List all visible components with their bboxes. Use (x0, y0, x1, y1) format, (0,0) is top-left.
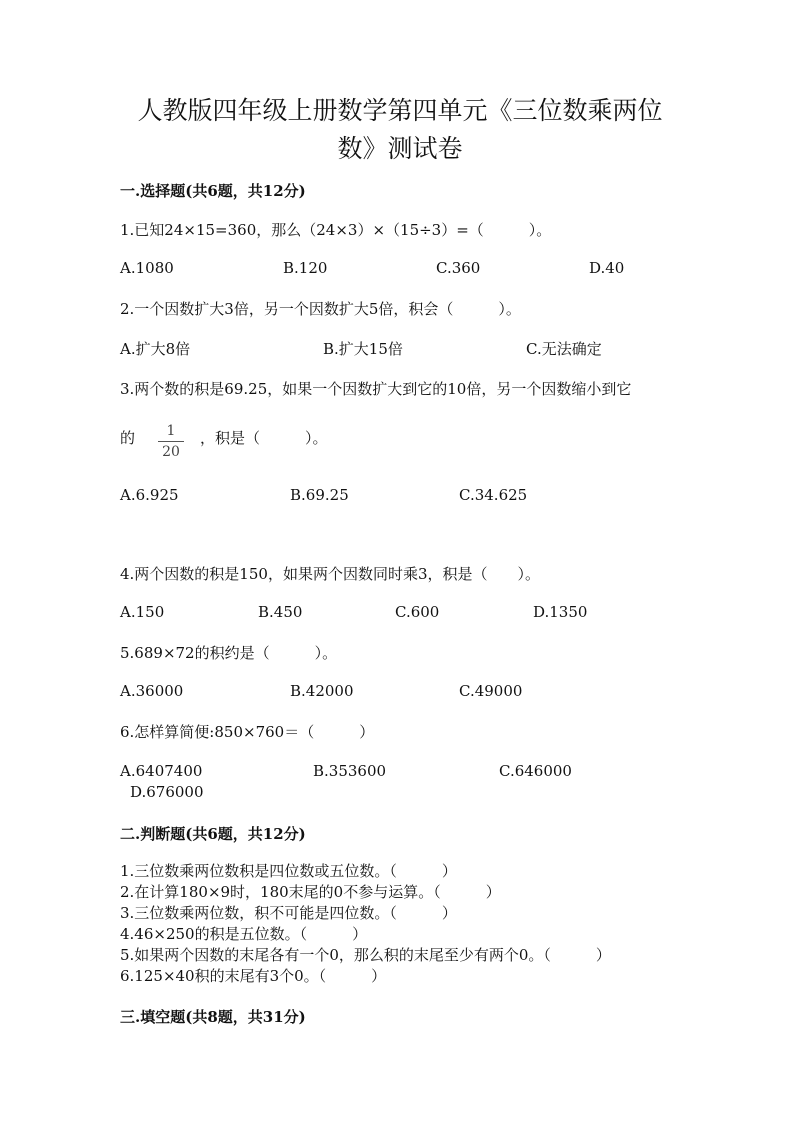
question-3-suffix: ，积是（ ）。 (200, 429, 328, 447)
q5-option-b: B.42000 (290, 682, 354, 700)
q1-option-d: D.40 (589, 259, 625, 277)
question-6: 6.怎样算简便:850×760＝（ ） (120, 723, 375, 741)
q5-option-c: C.49000 (459, 682, 523, 700)
q6-option-c: C.646000 (499, 762, 572, 780)
q6-option-a: A.6407400 (120, 762, 203, 780)
q1-option-c: C.360 (436, 259, 481, 277)
q6-option-b: B.353600 (313, 762, 387, 780)
question-2: 2.一个因数扩大3倍，另一个因数扩大5倍，积会（ ）。 (120, 300, 521, 318)
q3-option-c: C.34.625 (459, 486, 528, 504)
q3-option-b: B.69.25 (290, 486, 349, 504)
page-title (80, 92, 720, 168)
question-5: 5.689×72的积约是（ ）。 (120, 644, 338, 662)
judgment-item-6: 6.125×40积的末尾有3个0。（ ） (120, 967, 387, 985)
q5-option-a: A.36000 (120, 682, 184, 700)
q4-option-a: A.150 (120, 603, 165, 621)
section-heading-choice: 一.选择题(共6题，共12分) (120, 182, 306, 200)
q2-option-b: B.扩大15倍 (323, 340, 403, 358)
fraction-one-twentieth (158, 423, 184, 460)
judgment-item-3: 3.三位数乘两位数，积不可能是四位数。（ ） (120, 904, 457, 922)
judgment-item-2: 2.在计算180×9时，180末尾的0不参与运算。（ ） (120, 883, 501, 901)
question-1: 1.已知24×15=360，那么（24×3）×（15÷3）=（ ）。 (120, 221, 552, 239)
q4-option-b: B.450 (258, 603, 303, 621)
q4-option-d: D.1350 (533, 603, 588, 621)
fraction-bar (158, 441, 184, 442)
judgment-item-4: 4.46×250的积是五位数。（ ） (120, 925, 368, 943)
q1-option-a: A.1080 (120, 259, 174, 277)
section-heading-fill-in: 三.填空题(共8题，共31分) (120, 1008, 306, 1026)
q1-option-b: B.120 (283, 259, 328, 277)
question-3: 3.两个数的积是69.25，如果一个因数扩大到它的10倍，另一个因数缩小到它 (120, 380, 632, 398)
q6-option-d: D.676000 (130, 783, 204, 801)
title-line-2: 数》测试卷 (337, 134, 463, 163)
title-line-1: 人教版四年级上册数学第四单元《三位数乘两位 (137, 96, 663, 125)
fraction-denominator: 20 (162, 444, 180, 460)
q3-option-a: A.6.925 (120, 486, 179, 504)
fraction-numerator: 1 (166, 423, 176, 439)
question-3-prefix: 的 (120, 429, 136, 447)
judgment-item-1: 1.三位数乘两位数积是四位数或五位数。（ ） (120, 862, 457, 880)
judgment-item-5: 5.如果两个因数的末尾各有一个0，那么积的末尾至少有两个0。（ ） (120, 946, 611, 964)
q4-option-c: C.600 (395, 603, 440, 621)
q2-option-c: C.无法确定 (526, 340, 602, 358)
q2-option-a: A.扩大8倍 (120, 340, 191, 358)
question-4: 4.两个因数的积是150，如果两个因数同时乘3，积是（ ）。 (120, 565, 540, 583)
section-heading-judgment: 二.判断题(共6题，共12分) (120, 825, 306, 843)
